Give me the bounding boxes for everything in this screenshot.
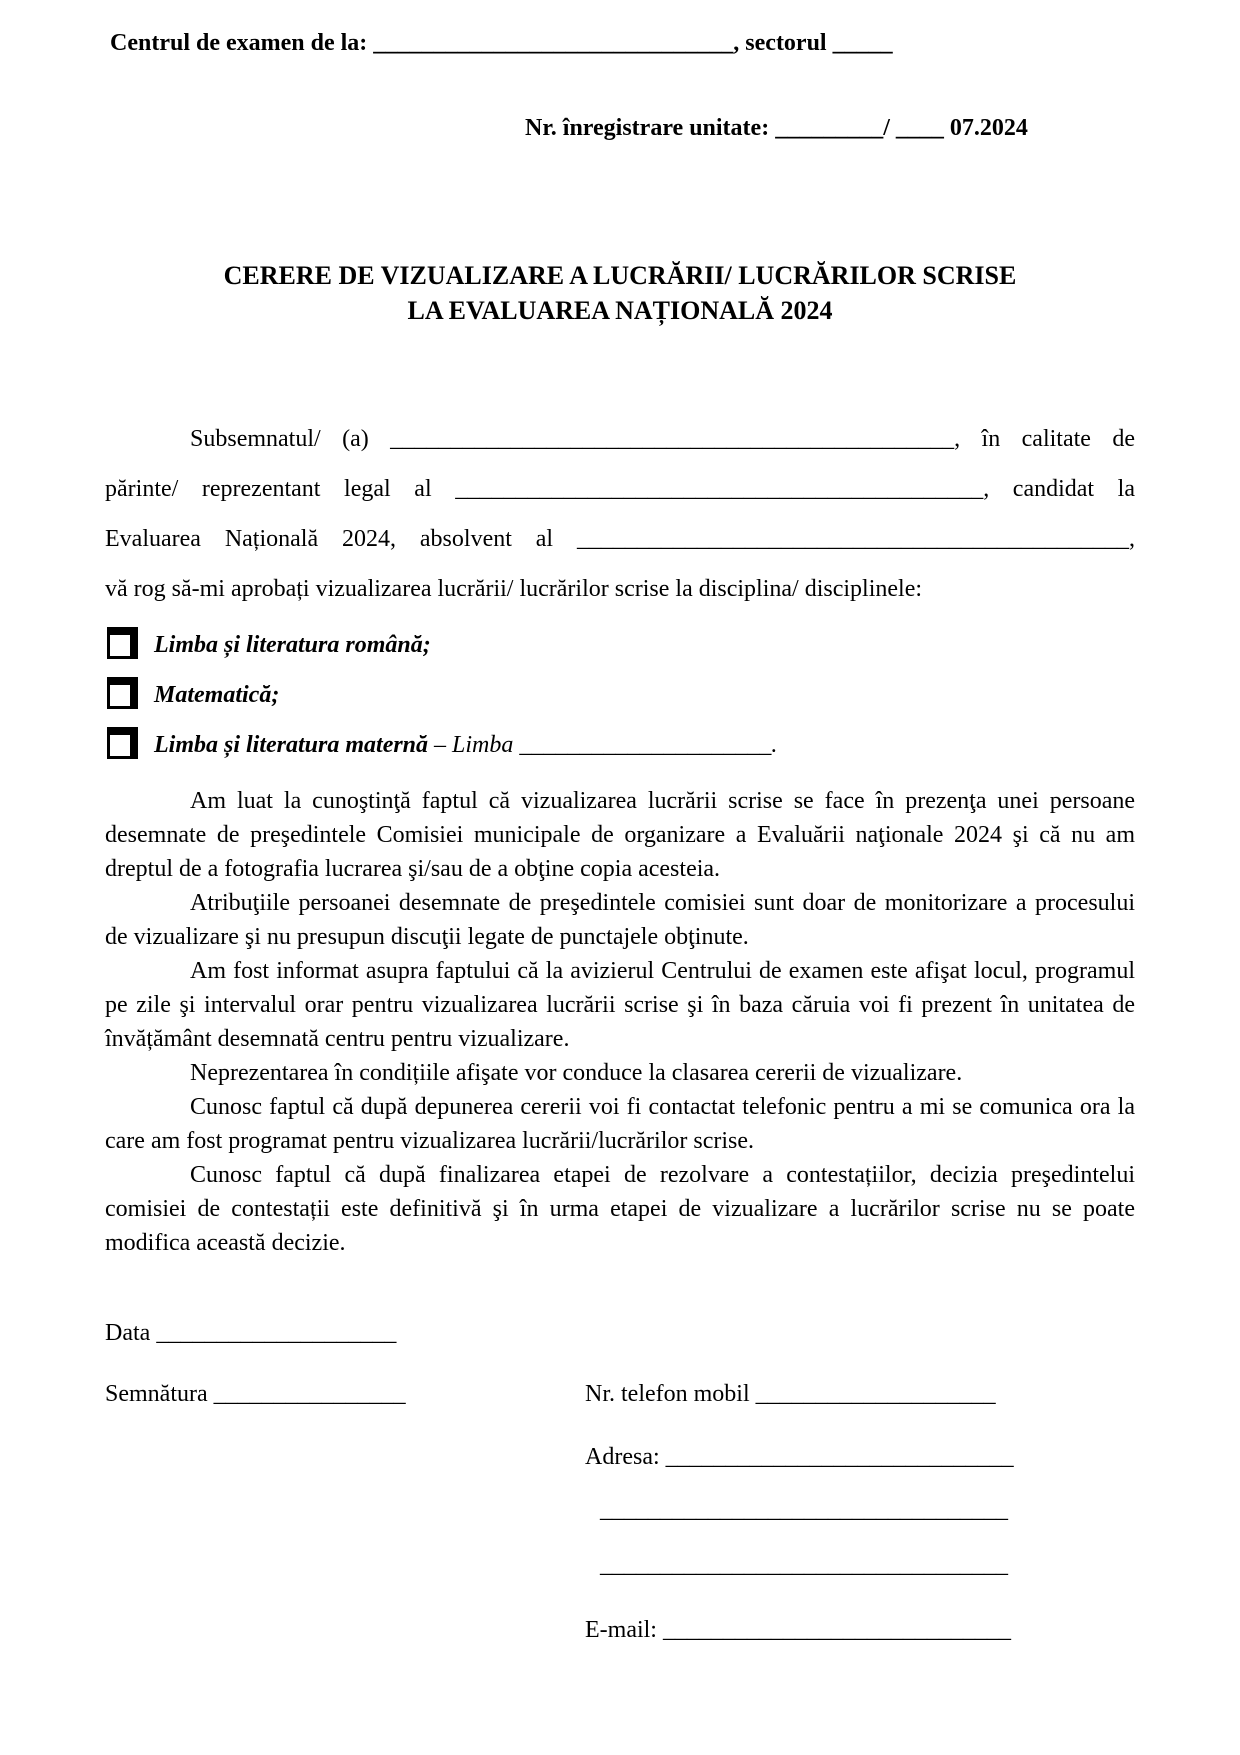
intro-line-school <box>105 514 1135 564</box>
address-blank: _____________________________ <box>665 1444 1014 1470</box>
registration-blank: _________/ ____ <box>775 115 944 141</box>
exam-center-line <box>105 30 1135 57</box>
title-line-1: CERERE DE VIZUALIZARE A LUCRĂRII/ LUCRĂRILOR SCRISE <box>223 261 1017 290</box>
parent-after: , candidat la <box>983 476 1135 502</box>
address-blank-3: __________________________________ <box>600 1552 1008 1578</box>
signature-line <box>105 1381 585 1408</box>
subject-label: Limba și literatura maternă <box>154 731 429 758</box>
email-blank: _____________________________ <box>662 1617 1011 1643</box>
subject-connector: – Limba <box>428 731 520 758</box>
school-after: , <box>1129 526 1136 552</box>
registration-label: Nr. înregistrare unitate: <box>525 115 770 141</box>
sector-blank: _____ <box>832 30 893 56</box>
candidate-name-blank: ____________________________________________ <box>455 476 984 502</box>
paragraph-phone-contact: Cunosc faptul că după depunerea cererii voi fi contactat telefonic pentru a mi se comunica ora la care am fost programat pentru vizualizarea lucrării/lucrărilor scrise. <box>105 1094 1135 1154</box>
paragraph-acknowledgement: Am luat la cunoştinţă faptul că vizualizarea lucrării scrise se face în prezenţa unei persoane desemnate de preşedintele Comisiei municipale de organizare a Evaluării naţionale 2024 şi că nu am dreptul de a fotografia lucrarea şi/sau de a obţine copia acesteia. <box>105 788 1135 882</box>
subject-suffix: ; <box>271 681 280 708</box>
email-line <box>585 1617 1135 1644</box>
subject-label-materna <box>154 732 777 759</box>
subject-label-matematica <box>154 682 279 709</box>
paragraph-attributions: Atribuţiile persoanei desemnate de preşedintele comisiei sunt doar de monitorizare a procesului de vizualizare şi nu presupun discuţii legate de punctajele obţinute. <box>105 890 1135 950</box>
contact-column <box>585 1444 1135 1644</box>
date-line <box>105 1320 1135 1347</box>
date-blank: ____________________ <box>156 1320 397 1346</box>
subject-option-materna <box>105 720 1135 770</box>
subject-suffix: ; <box>422 631 431 658</box>
document-title <box>105 258 1135 328</box>
paragraph-notice-board: Am fost informat asupra faptului că la avizierul Centrului de examen este afişat locul, programul pe zile şi intervalul orar pentru vizualizarea lucrării scrise şi în baza căruia voi fi prezent în unitatea de învățământ desemnată centru pentru vizualizare. <box>105 958 1135 1052</box>
intro-line-request <box>105 564 1135 614</box>
paragraph-no-show: Neprezentarea în condițiile afişate vor conduce la clasarea cererii de vizualizare. <box>190 1060 963 1086</box>
checkbox-icon <box>107 627 138 659</box>
subject-options <box>105 620 1135 770</box>
subject-suffix: . <box>771 731 778 758</box>
exam-center-label: Centrul de examen de la: <box>110 30 368 56</box>
address-line-3 <box>585 1549 1135 1581</box>
subject-label-romana <box>154 632 431 659</box>
checkbox-icon <box>107 677 138 709</box>
school-name-blank: ______________________________________________ <box>577 526 1130 552</box>
sector-label: , sectorul <box>733 30 827 56</box>
registration-line <box>105 115 1135 142</box>
paragraph-final-decision: Cunosc faptul că după finalizarea etapei de rezolvare a contestațiilor, decizia preşedintelui comisiei de contestații este definitivă şi în urma etapei de vizualizare a lucrărilor scrise nu se poate modifica această decizie. <box>105 1162 1135 1256</box>
title-line-2: LA EVALUAREA NAȚIONALĂ 2024 <box>407 296 833 325</box>
parent-label: părinte/ reprezentant legal al <box>105 476 432 502</box>
request-text: vă rog să-mi aprobați vizualizarea lucrării/ lucrărilor scrise la disciplina/ disciplinele: <box>105 576 923 602</box>
phone-blank: ____________________ <box>755 1381 996 1407</box>
subject-label: Matematică <box>154 681 272 708</box>
registration-date: 07.2024 <box>949 115 1028 141</box>
applicant-after: , în calitate de <box>954 426 1135 452</box>
signature-row <box>105 1381 1135 1408</box>
intro-section <box>105 414 1135 614</box>
email-label: E-mail: <box>585 1617 657 1643</box>
signature-blank: ________________ <box>213 1381 406 1407</box>
subject-option-romana <box>105 620 1135 670</box>
checkbox-icon <box>107 727 138 759</box>
phone-label: Nr. telefon mobil <box>585 1381 750 1407</box>
applicant-label: Subsemnatul/ (a) <box>190 426 369 452</box>
address-blank-2: __________________________________ <box>600 1497 1008 1523</box>
body-text <box>105 784 1135 1260</box>
address-label: Adresa: <box>585 1444 660 1470</box>
date-label: Data <box>105 1320 151 1346</box>
intro-line-applicant <box>105 414 1135 464</box>
language-blank: _____________________ <box>519 731 772 758</box>
subject-label: Limba și literatura română <box>154 631 423 658</box>
subject-option-matematica <box>105 670 1135 720</box>
address-line-2 <box>585 1494 1135 1526</box>
signature-label: Semnătura <box>105 1381 208 1407</box>
school-label: Evaluarea Națională 2024, absolvent al <box>105 526 554 552</box>
phone-line <box>585 1381 996 1408</box>
intro-line-parent <box>105 464 1135 514</box>
exam-center-blank: ______________________________ <box>373 30 734 56</box>
applicant-name-blank: _______________________________________________ <box>390 426 955 452</box>
address-line <box>585 1444 1135 1471</box>
